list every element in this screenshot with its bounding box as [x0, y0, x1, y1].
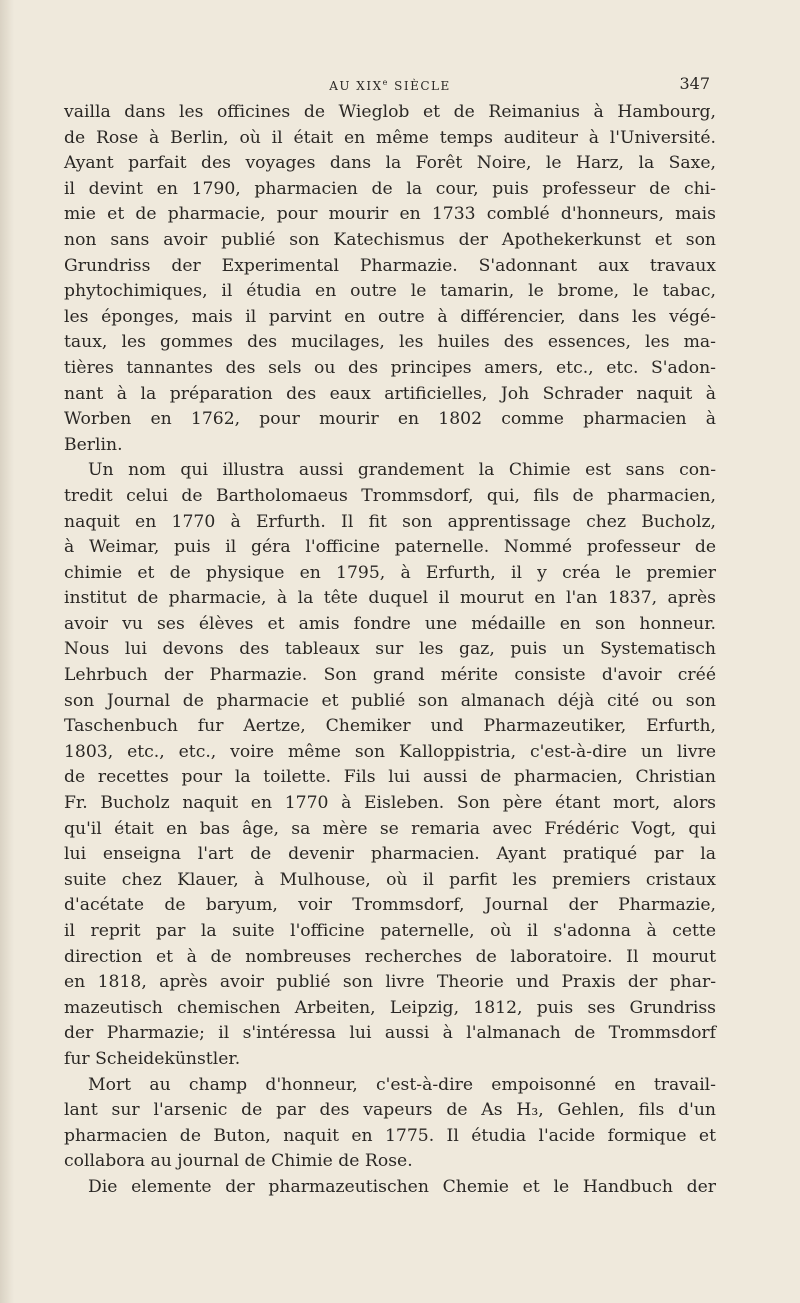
text-line: pharmacien de Buton, naquit en 1775. Il étudia l'acide formique et: [64, 1125, 716, 1146]
text-line: mie et de pharmacie, pour mourir en 1733 comblé d'honneurs, mais: [64, 204, 716, 225]
text-line: à Weimar, puis il géra l'officine paternelle. Nommé professeur de: [64, 537, 716, 558]
text-line: mazeutisch chemischen Arbeiten, Leipzig, 1812, puis ses Grundriss: [64, 997, 716, 1018]
text-line: Lehrbuch der Pharmazie. Son grand mérite consiste d'avoir créé: [64, 665, 716, 686]
text-line: Die elemente der pharmazeutischen Chemie et le Handbuch der: [88, 1176, 716, 1197]
text-line: suite chez Klauer, à Mulhouse, où il parfit les premiers cristaux: [64, 869, 716, 890]
text-line: phytochimiques, il étudia en outre le tamarin, le brome, le tabac,: [64, 281, 716, 302]
text-line: Nous lui devons des tableaux sur les gaz, puis un Systematisch: [64, 639, 716, 660]
text-line: son Journal de pharmacie et publié son almanach déjà cité ou son: [64, 690, 716, 711]
text-line: 1803, etc., etc., voire même son Kalloppistria, c'est-à-dire un livre: [64, 741, 716, 762]
body-text: [64, 100, 716, 1201]
running-title: AU XIXe SIÈCLE: [329, 78, 451, 93]
text-line: lant sur l'arsenic de par des vapeurs de As H₃, Gehlen, fils d'un: [64, 1100, 716, 1121]
text-line: tredit celui de Bartholomaeus Trommsdorf, qui, fils de pharmacien,: [64, 485, 716, 506]
text-line: Ayant parfait des voyages dans la Forêt Noire, le Harz, la Saxe,: [64, 153, 716, 174]
text-line: direction et à de nombreuses recherches de laboratoire. Il mourut: [64, 946, 716, 967]
text-line: naquit en 1770 à Erfurth. Il fit son apprentissage chez Bucholz,: [64, 511, 716, 532]
page-number: 347: [679, 74, 710, 93]
text-line: d'acétate de baryum, voir Trommsdorf, Journal der Pharmazie,: [64, 895, 716, 916]
text-line: tières tannantes des sels ou des principes amers, etc., etc. S'adon-: [64, 357, 716, 378]
text-line: Worben en 1762, pour mourir en 1802 comme pharmacien à: [64, 409, 716, 430]
text-line: nant à la préparation des eaux artificielles, Joh Schrader naquit à: [64, 383, 716, 404]
text-line: Un nom qui illustra aussi grandement la Chimie est sans con-: [88, 460, 716, 481]
text-line: fur Scheidekünstler.: [64, 1048, 241, 1069]
text-line: Fr. Bucholz naquit en 1770 à Eisleben. Son père étant mort, alors: [64, 793, 716, 814]
text-line: non sans avoir publié son Katechismus der Apothekerkunst et son: [64, 229, 716, 250]
text-line: collabora au journal de Chimie de Rose.: [64, 1151, 413, 1172]
text-line: institut de pharmacie, à la tête duquel il mourut en l'an 1837, après: [64, 588, 716, 609]
page-edge: [0, 0, 14, 1303]
text-line: de Rose à Berlin, où il était en même temps auditeur à l'Université.: [64, 127, 716, 148]
text-line: vailla dans les officines de Wieglob et de Reimanius à Hambourg,: [64, 102, 716, 122]
text-line: chimie et de physique en 1795, à Erfurth, il y créa le premier: [64, 562, 716, 583]
text-line: taux, les gommes des mucilages, les huiles des essences, les ma-: [64, 332, 716, 353]
text-line: Mort au champ d'honneur, c'est-à-dire empoisonné en travail-: [88, 1074, 716, 1095]
text-line: der Pharmazie; il s'intéressa lui aussi à l'almanach de Trommsdorf: [64, 1023, 716, 1044]
text-line: de recettes pour la toilette. Fils lui aussi de pharmacien, Christian: [64, 767, 716, 788]
text-line: les éponges, mais il parvint en outre à différencier, dans les végé-: [64, 306, 716, 327]
text-line: qu'il était en bas âge, sa mère se remaria avec Frédéric Vogt, qui: [64, 818, 716, 839]
text-line: Taschenbuch fur Aertze, Chemiker und Pharmazeutiker, Erfurth,: [64, 716, 716, 737]
text-line: lui enseigna l'art de devenir pharmacien. Ayant pratiqué par la: [64, 844, 716, 865]
page-header: [60, 70, 720, 96]
text-line: il devint en 1790, pharmacien de la cour, puis professeur de chi-: [64, 178, 716, 199]
text-line: avoir vu ses élèves et amis fondre une médaille en son honneur.: [64, 613, 716, 634]
text-line: en 1818, après avoir publié son livre Theorie und Praxis der phar-: [64, 972, 716, 993]
text-line: il reprit par la suite l'officine paternelle, où il s'adonna à cette: [64, 921, 716, 941]
text-line: Grundriss der Experimental Pharmazie. S'adonnant aux travaux: [64, 255, 716, 276]
text-line: Berlin.: [64, 434, 123, 455]
